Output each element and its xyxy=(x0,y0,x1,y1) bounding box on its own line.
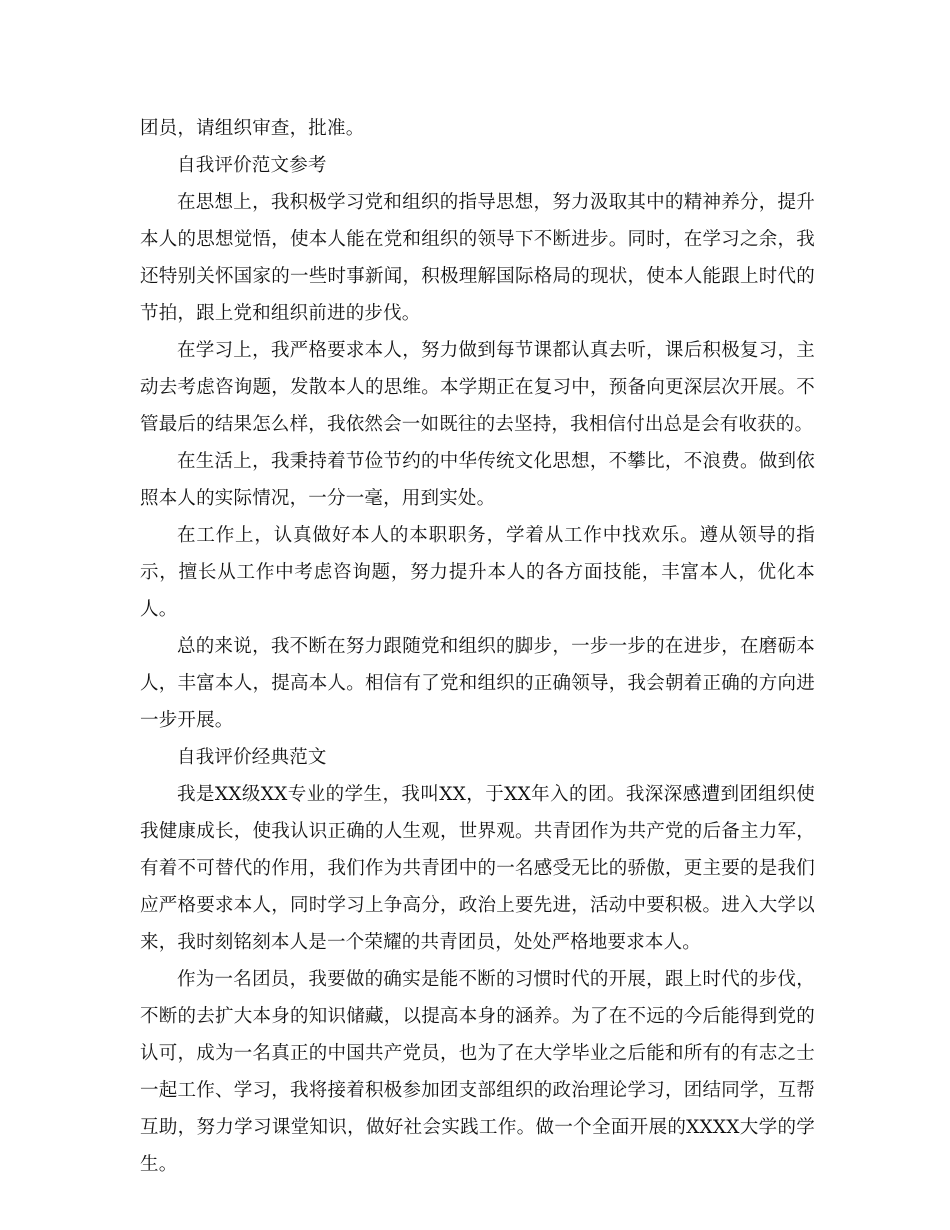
section-heading-classic: 自我评价经典范文 xyxy=(177,747,327,768)
paragraph-thought: 在思想上，我积极学习党和组织的指导思想，努力汲取其中的精神养分，提升本人的思想觉悟，使本人能在党和组织的领导下不断进步。同时，在学习之余，我还特别关怀国家的一些时事新闻，积极理解国际格局的现状，使本人能跟上时代的节拍，跟上党和组织前进的步伐。 xyxy=(140,192,815,324)
paragraph-introduction: 我是XX级XX专业的学生，我叫XX，于XX年入的团。我深深感遭到团组织使我健康成长，使我认识正确的人生观，世界观。共青团作为共产党的后备主力军，有着不可替代的作用，我们作为共青团中的一名感受无比的骄傲，更主要的是我们应严格要求本人，同时学习上争高分，政治上要先进，活动中要积极。进入大学以来，我时刻铭刻本人是一个荣耀的共青团员，处处严格地要求本人。 xyxy=(140,784,815,953)
paragraph-summary: 总的来说，我不断在努力跟随党和组织的脚步，一步一步的在进步，在磨砺本人，丰富本人，提高本人。相信有了党和组织的正确领导，我会朝着正确的方向进一步开展。 xyxy=(140,636,815,731)
paragraph-study: 在学习上，我严格要求本人，努力做到每节课都认真去听，课后积极复习，主动去考虑咨询题，发散本人的思维。本学期正在复习中，预备向更深层次开展。不管最后的结果怎么样，我依然会一如既往的去坚持，我相信付出总是会有收获的。 xyxy=(140,340,815,435)
document-body xyxy=(140,110,815,1183)
section-heading-reference: 自我评价范文参考 xyxy=(177,155,327,176)
paragraph-life: 在生活上，我秉持着节俭节约的中华传统文化思想，不攀比，不浪费。做到依照本人的实际情况，一分一毫，用到实处。 xyxy=(140,451,815,509)
paragraph-commitment: 作为一名团员，我要做的确实是能不断的习惯时代的开展，跟上时代的步伐，不断的去扩大本身的知识储藏，以提高本身的涵养。为了在不远的今后能得到党的认可，成为一名真正的中国共产党员，也为了在大学毕业之后能和所有的有志之士一起工作、学习，我将接着积极参加团支部组织的政治理论学习，团结同学，互帮互助，努力学习课堂知识，做好社会实践工作。做一个全面开展的XXXX大学的学生。 xyxy=(140,969,815,1175)
paragraph-continuation: 团员，请组织审查，批准。 xyxy=(140,118,365,139)
paragraph-work: 在工作上，认真做好本人的本职职务，学着从工作中找欢乐。遵从领导的指示，擅长从工作中考虑咨询题，努力提升本人的各方面技能，丰富本人，优化本人。 xyxy=(140,525,815,620)
